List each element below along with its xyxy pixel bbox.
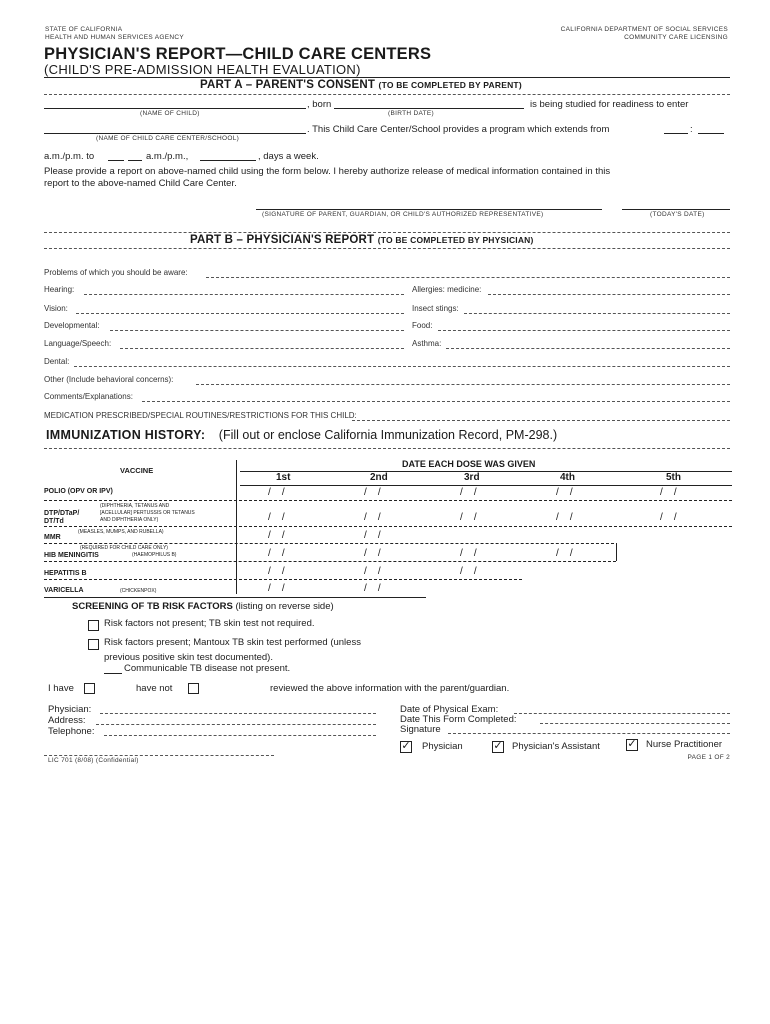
state-line-1: STATE OF CALIFORNIA bbox=[45, 26, 123, 33]
developmental-label: Developmental: bbox=[44, 321, 100, 330]
tb-heading-row bbox=[72, 601, 334, 612]
end-hour-field[interactable] bbox=[108, 160, 124, 161]
physician-assistant-label: Physician's Assistant bbox=[512, 741, 600, 752]
dtp-dose-3[interactable]: / / bbox=[460, 512, 477, 523]
rule bbox=[44, 77, 730, 78]
rule bbox=[240, 471, 732, 472]
polio-dose-2[interactable]: / / bbox=[364, 487, 381, 498]
hib-dose-3[interactable]: / / bbox=[460, 548, 477, 559]
tb-not-present-checkbox[interactable] bbox=[88, 620, 99, 631]
medication-field[interactable] bbox=[352, 420, 730, 421]
table-divider bbox=[616, 543, 617, 561]
immunization-heading-row bbox=[46, 428, 557, 442]
todays-date-field[interactable] bbox=[622, 209, 730, 210]
rule bbox=[44, 755, 274, 756]
hearing-label: Hearing: bbox=[44, 285, 75, 294]
dtp-note-2: [ACELLULAR] PERTUSSIS OR TETANUS bbox=[100, 510, 195, 516]
days-label: , days a week. bbox=[258, 151, 319, 162]
rule bbox=[44, 579, 522, 580]
parent-signature-field[interactable] bbox=[256, 209, 602, 210]
birth-date-caption: (BIRTH DATE) bbox=[388, 110, 434, 117]
mmr-label: MMR bbox=[44, 534, 61, 541]
birth-date-field[interactable] bbox=[334, 108, 524, 109]
dtp-dose-5[interactable]: / / bbox=[660, 512, 677, 523]
hepatitis-b-label: HEPATITIS B bbox=[44, 570, 87, 577]
comments-label: Comments/Explanations: bbox=[44, 392, 133, 401]
physician-role-label: Physician bbox=[422, 741, 463, 752]
physician-label: Physician: bbox=[48, 704, 92, 715]
part-b-heading bbox=[190, 234, 534, 246]
address-label: Address: bbox=[48, 715, 86, 726]
exam-date-label: Date of Physical Exam: bbox=[400, 704, 499, 715]
vision-label: Vision: bbox=[44, 304, 68, 313]
dtp-note-1: (DIPHTHERIA, TETANUS AND bbox=[100, 503, 170, 509]
table-divider bbox=[236, 460, 237, 594]
language-speech-field[interactable] bbox=[120, 348, 404, 349]
rule bbox=[44, 500, 732, 501]
signature-caption: (SIGNATURE OF PARENT, GUARDIAN, OR CHILD'S AUTHORIZED REPRESENTATIVE) bbox=[262, 211, 544, 218]
rule bbox=[240, 485, 732, 486]
form-id: LIC 701 (8/08) (Confidential) bbox=[48, 757, 139, 764]
telephone-label: Telephone: bbox=[48, 726, 95, 737]
dose-5th: 5th bbox=[666, 472, 681, 483]
tb-present-checkbox[interactable] bbox=[88, 639, 99, 650]
address-field[interactable] bbox=[96, 724, 376, 725]
food-field[interactable] bbox=[438, 330, 730, 331]
varicella-label: VARICELLA bbox=[44, 587, 84, 594]
have-checkbox[interactable] bbox=[84, 683, 95, 694]
program-text: . This Child Care Center/School provides a program which extends from bbox=[307, 124, 610, 135]
dental-field[interactable] bbox=[74, 366, 730, 367]
polio-dose-5[interactable]: / / bbox=[660, 487, 677, 498]
mmr-dose-1[interactable]: / / bbox=[268, 530, 285, 541]
form-title: PHYSICIAN'S REPORT—CHILD CARE CENTERS bbox=[44, 45, 432, 63]
polio-dose-3[interactable]: / / bbox=[460, 487, 477, 498]
asthma-label: Asthma: bbox=[412, 339, 442, 348]
allergies-medicine-field[interactable] bbox=[488, 294, 730, 295]
hearing-field[interactable] bbox=[84, 294, 404, 295]
problems-label: Problems of which you should be aware: bbox=[44, 268, 188, 277]
nurse-practitioner-label: Nurse Practitioner bbox=[646, 739, 723, 750]
dose-1st: 1st bbox=[276, 472, 291, 483]
food-label: Food: bbox=[412, 321, 433, 330]
polio-dose-1[interactable]: / / bbox=[268, 487, 285, 498]
communicable-tb-field[interactable] bbox=[104, 673, 122, 674]
insect-stings-label: Insect stings: bbox=[412, 304, 459, 313]
form-subtitle: (CHILD'S PRE-ADMISSION HEALTH EVALUATION) bbox=[44, 62, 361, 77]
mmr-dose-2[interactable]: / / bbox=[364, 530, 381, 541]
ampm-label: a.m./p.m., bbox=[146, 151, 189, 162]
other-label: Other (Include behavioral concerns): bbox=[44, 375, 174, 384]
start-hour-field[interactable] bbox=[664, 133, 688, 134]
center-name-field[interactable] bbox=[44, 133, 306, 134]
other-field[interactable] bbox=[196, 384, 730, 385]
time-colon: : bbox=[690, 124, 693, 135]
problems-field[interactable] bbox=[206, 277, 730, 278]
signature-label: Signature bbox=[400, 724, 441, 735]
rule bbox=[44, 232, 730, 233]
hib-dose-4[interactable]: / / bbox=[556, 548, 573, 559]
studied-text: is being studied for readiness to enter bbox=[530, 99, 689, 110]
medication-label: MEDICATION PRESCRIBED/SPECIAL ROUTINES/RESTRICTIONS FOR THIS CHILD: bbox=[44, 411, 357, 420]
todays-date-caption: (TODAY'S DATE) bbox=[650, 211, 705, 218]
hepatitis-b-dose-1[interactable]: / / bbox=[268, 566, 285, 577]
reviewed-text: reviewed the above information with the parent/guardian. bbox=[270, 683, 510, 694]
varicella-note: (CHICKENPOX) bbox=[120, 588, 157, 594]
vaccine-header: VACCINE bbox=[120, 466, 154, 475]
center-name-caption: (NAME OF CHILD CARE CENTER/SCHOOL) bbox=[96, 135, 240, 142]
rule bbox=[44, 94, 730, 95]
department-line-2: COMMUNITY CARE LICENSING bbox=[624, 34, 728, 41]
child-name-field[interactable] bbox=[44, 108, 306, 109]
dtp-dose-4[interactable]: / / bbox=[556, 512, 573, 523]
rule bbox=[44, 248, 730, 249]
hib-dose-1[interactable]: / / bbox=[268, 548, 285, 559]
consent-text-line-2: report to the above-named Child Care Center. bbox=[44, 178, 237, 189]
hib-note-1: (REQUIRED FOR CHILD CARE ONLY) bbox=[80, 545, 168, 551]
dental-label: Dental: bbox=[44, 357, 70, 366]
part-b-title: PART B – PHYSICIAN'S REPORT bbox=[190, 234, 375, 246]
rule bbox=[44, 561, 616, 562]
physician-assistant-checkbox[interactable]: ✓ bbox=[493, 740, 503, 752]
department-line-1: CALIFORNIA DEPARTMENT OF SOCIAL SERVICES bbox=[560, 26, 728, 33]
have-not-checkbox[interactable] bbox=[188, 683, 199, 694]
hib-dose-2[interactable]: / / bbox=[364, 548, 381, 559]
tb-present-label-2: previous positive skin test documented). bbox=[104, 652, 273, 663]
consent-text-line-1: Please provide a report on above-named child using the form below. I hereby authorize release of medical information contained in this bbox=[44, 166, 611, 177]
mmr-note: (MEASLES, MUMPS, AND RUBELLA) bbox=[78, 529, 164, 535]
polio-label: POLIO (OPV OR IPV) bbox=[44, 488, 113, 495]
days-field[interactable] bbox=[200, 160, 256, 161]
state-line-2: HEALTH AND HUMAN SERVICES AGENCY bbox=[45, 34, 185, 41]
rule bbox=[44, 597, 426, 598]
physician-field[interactable] bbox=[100, 713, 376, 714]
dose-4th: 4th bbox=[560, 472, 575, 483]
tb-heading-note: (listing on reverse side) bbox=[235, 601, 334, 612]
completed-date-label: Date This Form Completed: bbox=[400, 714, 517, 725]
part-a-note: (TO BE COMPLETED BY PARENT) bbox=[378, 80, 522, 90]
developmental-field[interactable] bbox=[110, 330, 404, 331]
tb-present-label-1: Risk factors present; Mantoux TB skin test performed (unless bbox=[104, 637, 361, 648]
date-each-dose-header: DATE EACH DOSE WAS GIVEN bbox=[402, 459, 536, 469]
varicella-dose-1[interactable]: / / bbox=[268, 583, 285, 594]
dtp-note-3: AND DIPHTHERIA ONLY) bbox=[100, 517, 159, 523]
hib-note-2: (HAEMOPHILUS B) bbox=[132, 552, 177, 558]
physician-checkbox[interactable]: ✓ bbox=[401, 740, 411, 752]
language-speech-label: Language/Speech: bbox=[44, 339, 112, 348]
polio-dose-4[interactable]: / / bbox=[556, 487, 573, 498]
ampm-to-label: a.m./p.m. to bbox=[44, 151, 95, 162]
part-a-heading bbox=[200, 79, 522, 91]
communicable-tb-label: Communicable TB disease not present. bbox=[124, 663, 291, 674]
dose-2nd: 2nd bbox=[370, 472, 388, 483]
start-minute-field[interactable] bbox=[698, 133, 724, 134]
dose-3rd: 3rd bbox=[464, 472, 480, 483]
have-not-label: have not bbox=[136, 683, 173, 694]
part-a-title: PART A – PARENT'S CONSENT bbox=[200, 79, 376, 91]
rule bbox=[44, 526, 732, 527]
immunization-heading: IMMUNIZATION HISTORY: bbox=[46, 428, 206, 442]
allergies-medicine-label: Allergies: medicine: bbox=[412, 285, 482, 294]
physician-signature-field[interactable] bbox=[448, 733, 730, 734]
end-minute-field[interactable] bbox=[128, 160, 142, 161]
tb-not-present-label: Risk factors not present; TB skin test not required. bbox=[104, 618, 315, 629]
hib-label: HIB MENINGITIS bbox=[44, 552, 99, 559]
completed-date-field[interactable] bbox=[540, 723, 730, 724]
dtp-dose-1[interactable]: / / bbox=[268, 512, 285, 523]
rule bbox=[44, 543, 614, 544]
hepatitis-b-dose-2[interactable]: / / bbox=[364, 566, 381, 577]
born-label: , born bbox=[307, 99, 332, 110]
immunization-note: (Fill out or enclose California Immunization Record, PM-298.) bbox=[218, 428, 558, 442]
page-number: PAGE 1 OF 2 bbox=[687, 754, 730, 761]
dtp-dose-2[interactable]: / / bbox=[364, 512, 381, 523]
exam-date-field[interactable] bbox=[514, 713, 730, 714]
dtp-label: DTP/DTaP/ bbox=[44, 510, 80, 517]
tb-heading: SCREENING OF TB RISK FACTORS bbox=[72, 601, 233, 612]
vision-field[interactable] bbox=[76, 313, 404, 314]
nurse-practitioner-checkbox[interactable]: ✓ bbox=[627, 738, 637, 750]
varicella-dose-2[interactable]: / / bbox=[364, 583, 381, 594]
rule bbox=[44, 448, 730, 449]
hepatitis-b-dose-3[interactable]: / / bbox=[460, 566, 477, 577]
asthma-field[interactable] bbox=[446, 348, 730, 349]
telephone-field[interactable] bbox=[104, 735, 376, 736]
name-of-child-caption: (NAME OF CHILD) bbox=[140, 110, 200, 117]
dt-td-label: DT/Td bbox=[44, 518, 64, 525]
insect-stings-field[interactable] bbox=[464, 313, 730, 314]
part-b-note: (TO BE COMPLETED BY PHYSICIAN) bbox=[377, 235, 534, 245]
i-have-label: I have bbox=[48, 683, 74, 694]
comments-field[interactable] bbox=[142, 401, 730, 402]
